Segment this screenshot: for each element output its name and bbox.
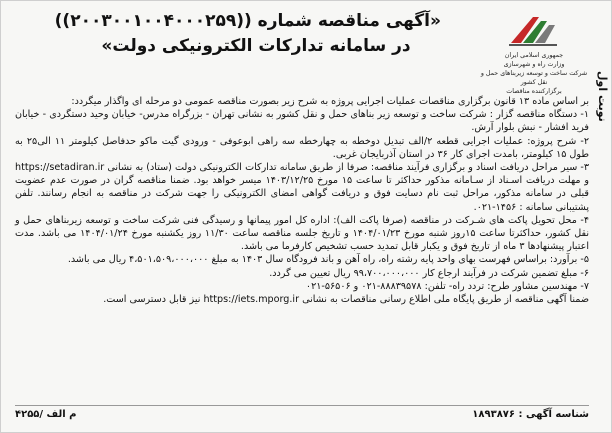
ad-id: شناسه آگهی : ۱۸۹۳۸۷۶ (472, 409, 589, 420)
clause-5-estimate: ۵- برآورد: براساس فهرست بهای واحد پایه رشته راه، راه آهن و باند فرودگاه سال ۱۴۰۳ به مبلغ ۴،۵۰۱،۵۰۹،۰۰۰،۰۰۰ ریال می باشد. (67, 254, 589, 266)
first-round-label: نوبت اول (596, 71, 609, 122)
clause-3-documents: ۳- سیر مراحل دریافت اسناد و برگزاری فرآیند مناقصه: صرفا از طریق سامانه تدارکات الکترونیکی دولت (ستاد) به نشانی https://setadiran.ir و مهلت دریافت اسـناد از سـامانه مذکور حداکثر تا ساعت ۱۵ مورخ ۱۴۰۳/۱۲/۲۵ میسر خواهد بود. ضمنا مناقصه گران در صورت عدم عضویت قبلی در سامانه مذکور، مراحل ثبت نام دسایت فوق و دریافت گواهی امضای الکترونیکی را جهت شرکت در مناقصه به انجام رسانند. تلفن پشتیبانی سامانه : ۱۴۵۶-۰۲۱. (15, 162, 589, 213)
org-line-1: جمهوری اسلامی ایران (504, 52, 564, 59)
org-line-3: شرکت ساخت و توسعه زیربناهای حمل و نقل کشور (480, 70, 588, 86)
intro-paragraph: بر اساس ماده ۱۳ قانون برگزاری مناقصات عملیات اجرایی پروژه به شرح زیر بصورت مناقصه عمومی دو مرحله ای واگذار میگردد: (71, 96, 589, 107)
organization-logo (479, 13, 589, 96)
clause-4-delivery: ۴- محل تحویل پاکت های شـرکت در مناقصه (صرفا پاکت الف): اداره کل امور پیمانها و رسیدگی فنی شرکت ساخت و توسعه زیربناهای حمل و نقل کشور، حداکثرتا ساعت ۱۵روز شنبه مورخ ۱۴۰۴/۰۱/۲۳ و تاریخ جلسه مناقصه ساعت ۱۱/۳۰ روز یکشنبه مورخ ۱۴۰۴/۰۱/۲۴ می باشد. مدت اعتبار پیشنهادها ۳ ماه از تاریخ فوق و یکبار قابل تمدید حسب تشخیص کارفرما می باشد. (15, 214, 589, 253)
notice-title (54, 9, 441, 59)
org-line-2: وزارت راه و شهرسازی (503, 61, 565, 68)
clause-7-consultant: ۷- مهندسین مشاور طرح: تردد راه- تلفن: ۸۸۸۳۹۵۷۸-۰۲۱ و ۵۶۵۰۶-۰۲۱ (305, 280, 589, 292)
title-line-1: «آگهی مناقصه شماره ((۲۰۰۳۰۰۱۰۰۴۰۰۰۲۵۹)) (54, 11, 441, 31)
clause-6-guarantee: ۶- مبلغ تضمین شرکت در فرآیند ارجاع کار ۹۹،۷۰۰،۰۰۰،۰۰۰ ریال تعیین می گردد. (269, 267, 589, 279)
reference-code: م الف /۴۲۵۵ (15, 409, 77, 420)
clause-1-organizer: ۱- دستگاه مناقصه گزار : شرکت ساخت و توسعه زیر بناهای حمل و نقل کشور به نشانی تهران - بزرگراه مدرس- خیابان وحید دستگردی - خیابان فرید افشار - نبش بلوار آرش. (15, 109, 589, 134)
closing-note: ضمنا آگهی مناقصه از طریق پایگاه ملی اطلاع رسانی مناقصات به نشانی https://iets.mporg.ir نیز قابل دسترسی است. (103, 294, 589, 306)
road-emblem-icon (505, 13, 563, 49)
org-line-4: برگزارکننده مناقصات (506, 88, 562, 95)
title-line-2: در سامانه تدارکات الکترونیکی دولت» (101, 36, 411, 56)
clause-2-project: ۲- شرح پروژه: عملیات اجرایی قطعه ۲/الف تبدیل دوخطه به چهارخطه سه راهی ابوعوفی - ورودی گیت ماکو حدفاصل کیلومتر ۱۱ الی۲۵ به طول ۱۵ کیلومتر، بامدت اجرای کار ۳۶ در استان آذربایجان غربی. (15, 135, 589, 160)
notice-footer (15, 405, 589, 427)
notice-body (15, 95, 589, 306)
